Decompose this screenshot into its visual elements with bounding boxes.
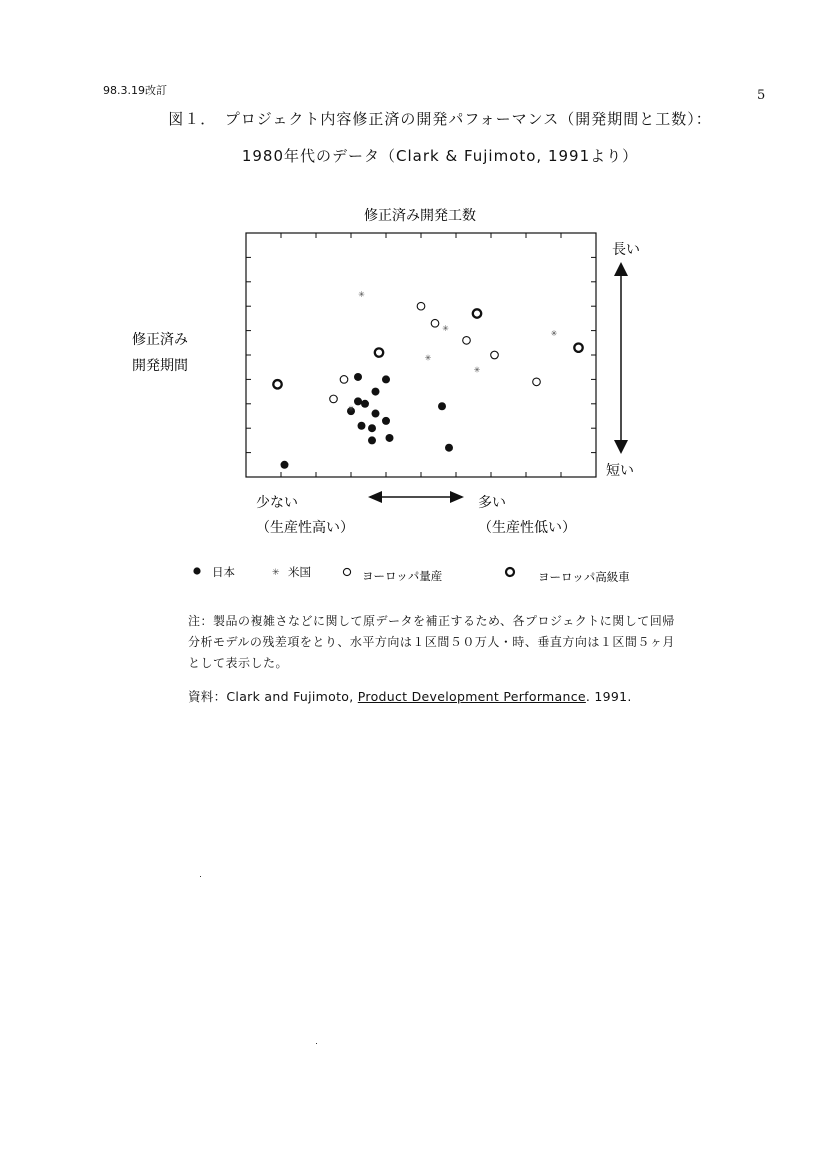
data-point-filled-circle: [372, 388, 380, 396]
figure-source: [188, 687, 632, 705]
legend-label-usa: 米国: [288, 565, 311, 579]
data-point-filled-circle: [372, 410, 380, 418]
data-point-thick-hollow-circle: [473, 309, 481, 317]
arrow-right-icon: [450, 491, 464, 503]
data-point-filled-circle: [368, 424, 376, 432]
data-point-filled-circle: [386, 434, 394, 442]
legend: [193, 565, 630, 584]
y-annotation-top: 長い: [612, 242, 640, 258]
data-point-filled-circle: [361, 400, 369, 408]
data-point-thick-hollow-circle: [375, 348, 383, 356]
scan-speck: [200, 876, 201, 877]
arrow-down-icon: [614, 440, 628, 454]
data-point-thick-hollow-circle: [273, 380, 281, 388]
data-point-filled-circle: [382, 417, 390, 425]
data-point-small-star: ✳: [473, 365, 481, 375]
header-date: 98.3.19改訂: [103, 84, 167, 97]
data-point-hollow-circle: [417, 302, 425, 310]
source-book-title: Product Development Performance: [357, 689, 586, 704]
legend-marker-europe-luxury: [506, 568, 514, 576]
data-points: [273, 290, 582, 469]
arrow-left-icon: [368, 491, 382, 503]
data-point-small-star: ✳: [424, 353, 432, 363]
data-point-filled-circle: [445, 444, 453, 452]
data-point-small-star: ✳: [347, 404, 355, 414]
data-point-hollow-circle: [533, 378, 541, 386]
note-line-2: 分析モデルの残差項をとり、水平方向は１区間５０万人・時、垂直方向は１区間５ヶ月: [188, 635, 675, 649]
data-point-filled-circle: [358, 422, 366, 430]
data-point-filled-circle: [354, 373, 362, 381]
figure-subtitle: 1980年代のデータ（Clark & Fujimoto, 1991より）: [241, 147, 639, 165]
source-prefix: 資料：Clark and Fujimoto,: [188, 689, 358, 704]
chart-title: 修正済み開発工数: [364, 208, 476, 224]
data-point-hollow-circle: [491, 351, 499, 359]
source-suffix: . 1991.: [585, 689, 632, 704]
legend-marker-europe-volume: [343, 568, 350, 575]
y-axis-label-line2: 開発期間: [132, 358, 188, 374]
data-point-hollow-circle: [463, 337, 471, 345]
x-annotation-right-line2: （生産性低い）: [478, 520, 576, 536]
data-point-hollow-circle: [330, 395, 338, 403]
scan-speck: [316, 1043, 317, 1044]
data-point-filled-circle: [438, 402, 446, 410]
figure-note: [188, 611, 748, 674]
data-point-thick-hollow-circle: [574, 343, 582, 351]
x-annotation-left-line2: （生産性高い）: [256, 520, 354, 536]
legend-marker-usa: ✳: [272, 568, 280, 578]
data-point-small-star: ✳: [358, 290, 365, 299]
data-point-small-star: ✳: [442, 324, 449, 334]
x-annotation-right-line1: 多い: [478, 495, 506, 511]
data-point-hollow-circle: [431, 319, 439, 327]
data-point-filled-circle: [368, 436, 376, 444]
note-line-3: として表示した。: [188, 656, 289, 670]
note-line-1: 注：製品の複雑さなどに関して原データを補正するため、各プロジェクトに関して回帰: [188, 614, 675, 628]
page-number: 5: [757, 88, 766, 103]
axis-ticks: [246, 233, 596, 477]
legend-label-europe-volume: ヨーロッパ量産: [362, 569, 443, 583]
data-point-hollow-circle: [340, 376, 348, 384]
data-point-filled-circle: [382, 375, 390, 383]
arrow-up-icon: [614, 262, 628, 276]
y-annotation-bottom: 短い: [606, 463, 634, 479]
legend-label-japan: 日本: [212, 565, 235, 579]
legend-marker-japan: [193, 567, 200, 574]
data-point-filled-circle: [281, 461, 289, 469]
plot-frame: [246, 233, 596, 477]
y-axis-label-line1: 修正済み: [132, 332, 188, 348]
legend-label-europe-luxury: ヨーロッパ高級車: [538, 570, 630, 584]
figure-title: 図１． プロジェクト内容修正済の開発パフォーマンス（開発期間と工数）：: [168, 110, 712, 128]
data-point-filled-circle: [354, 397, 362, 405]
x-annotation-left-line1: 少ない: [256, 495, 298, 511]
data-point-small-star: ✳: [550, 329, 558, 339]
